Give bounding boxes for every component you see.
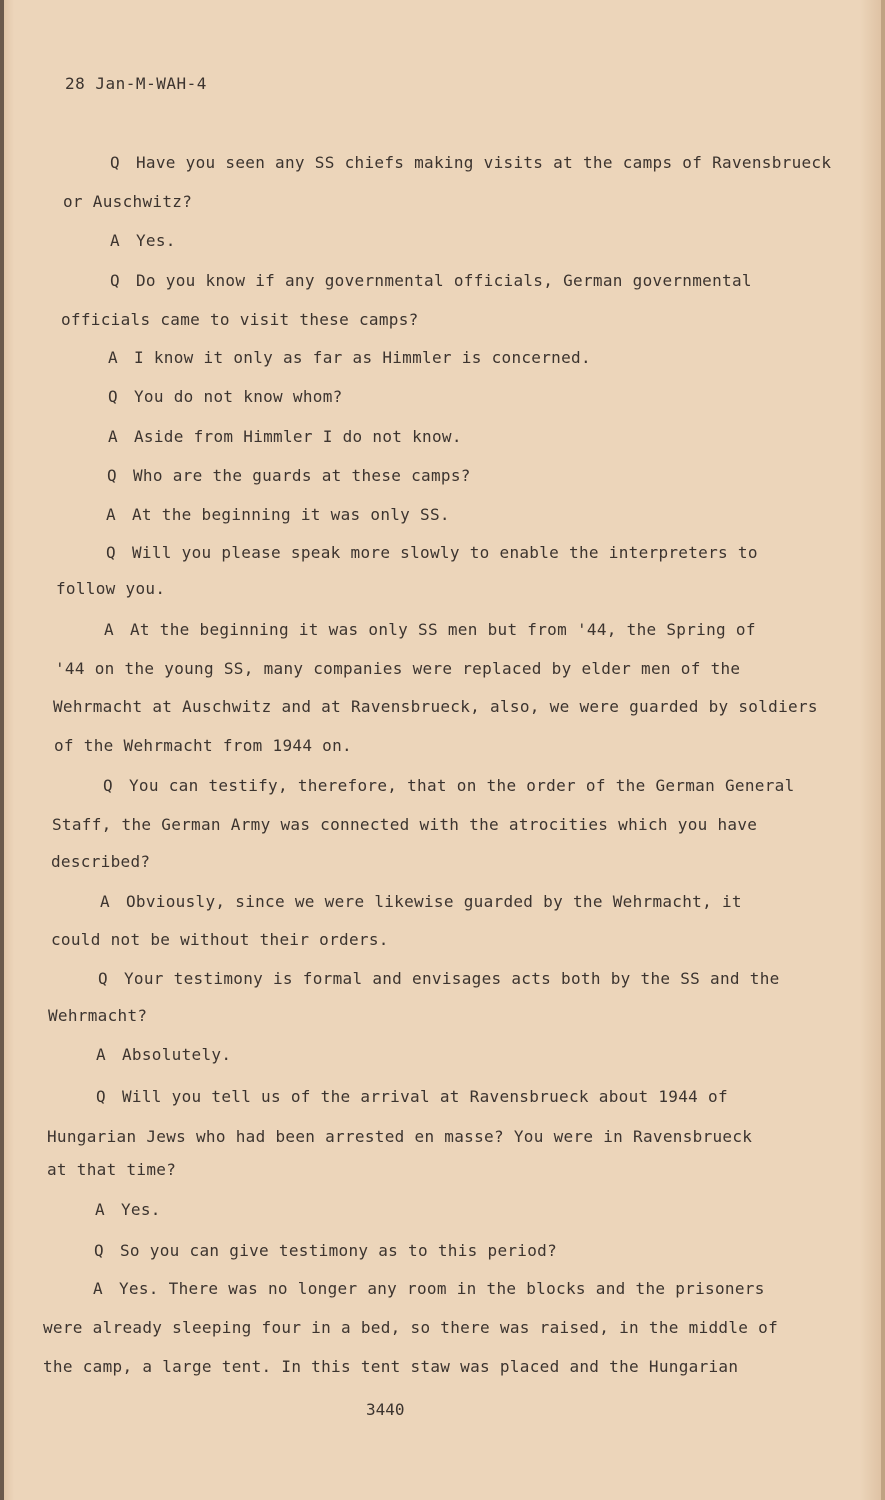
line-text: were already sleeping four in a bed, so there was raised, in the middle of: [43, 1318, 779, 1337]
transcript-line: [108, 387, 343, 406]
line-text: At the beginning it was only SS men but from '44, the Spring of: [130, 620, 756, 639]
transcript-line: [43, 1357, 738, 1376]
transcript-line: [108, 427, 462, 446]
transcript-line: [51, 930, 389, 949]
line-text: Hungarian Jews who had been arrested en masse? You were in Ravensbrueck: [47, 1127, 753, 1146]
transcript-line: [106, 543, 758, 562]
line-text: Will you please speak more slowly to enable the interpreters to: [132, 543, 758, 562]
page-left-edge: [0, 0, 4, 1500]
speaker-label: A: [96, 1045, 106, 1064]
line-text: Who are the guards at these camps?: [133, 466, 471, 485]
line-text: follow you.: [56, 579, 166, 598]
speaker-label: A: [108, 427, 118, 446]
transcript-line: [98, 969, 780, 988]
transcript-line: [110, 271, 752, 290]
transcript-line: [95, 1200, 161, 1219]
speaker-label: Q: [107, 466, 117, 485]
speaker-label: A: [93, 1279, 103, 1298]
transcript-line: [63, 192, 192, 211]
transcript-line: [106, 505, 450, 524]
line-text: Yes.: [136, 231, 176, 250]
page-right-edge: [881, 0, 885, 1500]
speaker-label: Q: [94, 1241, 104, 1260]
transcript-line: [61, 310, 419, 329]
transcript-line: [53, 697, 818, 716]
line-text: Have you seen any SS chiefs making visits at the camps of Ravensbrueck: [136, 153, 832, 172]
transcript-line: [54, 736, 352, 755]
line-text: Obviously, since we were likewise guarded by the Wehrmacht, it: [126, 892, 742, 911]
page-header: 28 Jan-M-WAH-4: [65, 74, 207, 93]
line-text: Yes.: [121, 1200, 161, 1219]
line-text: described?: [51, 852, 151, 871]
line-text: Aside from Himmler I do not know.: [134, 427, 462, 446]
transcript-line: [47, 1127, 752, 1146]
line-text: the camp, a large tent. In this tent staw was placed and the Hungarian: [43, 1357, 739, 1376]
line-text: At the beginning it was only SS.: [132, 505, 450, 524]
line-text: of the Wehrmacht from 1944 on.: [54, 736, 352, 755]
speaker-label: A: [106, 505, 116, 524]
line-text: Absolutely.: [122, 1045, 232, 1064]
transcript-line: [96, 1087, 728, 1106]
line-text: Wehrmacht at Auschwitz and at Ravensbrueck, also, we were guarded by soldiers: [53, 697, 818, 716]
page-number: 3440: [366, 1400, 405, 1419]
line-text: '44 on the young SS, many companies were replaced by elder men of the: [55, 659, 741, 678]
transcript-line: [56, 579, 165, 598]
speaker-label: A: [104, 620, 114, 639]
transcript-line: [52, 815, 757, 834]
line-text: You can testify, therefore, that on the order of the German General: [129, 776, 795, 795]
line-text: officials came to visit these camps?: [61, 310, 419, 329]
transcript-line: [110, 231, 176, 250]
speaker-label: Q: [96, 1087, 106, 1106]
transcript-line: [100, 892, 742, 911]
transcript-line: [43, 1318, 778, 1337]
line-text: could not be without their orders.: [51, 930, 389, 949]
line-text: Staff, the German Army was connected with the atrocities which you have: [52, 815, 758, 834]
line-text: Wehrmacht?: [48, 1006, 148, 1025]
line-text: Yes. There was no longer any room in the blocks and the prisoners: [119, 1279, 765, 1298]
speaker-label: Q: [108, 387, 118, 406]
line-text: I know it only as far as Himmler is concerned.: [134, 348, 591, 367]
transcript-line: [107, 466, 471, 485]
transcript-line: [110, 153, 831, 172]
speaker-label: A: [95, 1200, 105, 1219]
speaker-label: Q: [98, 969, 108, 988]
transcript-line: [108, 348, 591, 367]
speaker-label: A: [108, 348, 118, 367]
line-text: So you can give testimony as to this period?: [120, 1241, 558, 1260]
transcript-line: [47, 1160, 176, 1179]
speaker-label: Q: [103, 776, 113, 795]
transcript-line: [51, 852, 150, 871]
line-text: or Auschwitz?: [63, 192, 193, 211]
transcript-line: [55, 659, 740, 678]
transcript-line: [96, 1045, 231, 1064]
transcript-line: [103, 776, 795, 795]
line-text: You do not know whom?: [134, 387, 343, 406]
transcript-line: [93, 1279, 765, 1298]
transcript-line: [94, 1241, 557, 1260]
speaker-label: Q: [110, 153, 120, 172]
line-text: Will you tell us of the arrival at Ravensbrueck about 1944 of: [122, 1087, 728, 1106]
line-text: Your testimony is formal and envisages acts both by the SS and the: [124, 969, 780, 988]
line-text: at that time?: [47, 1160, 177, 1179]
speaker-label: Q: [110, 271, 120, 290]
speaker-label: A: [110, 231, 120, 250]
speaker-label: Q: [106, 543, 116, 562]
transcript-line: [48, 1006, 147, 1025]
transcript-line: [104, 620, 756, 639]
line-text: Do you know if any governmental officials, German governmental: [136, 271, 752, 290]
speaker-label: A: [100, 892, 110, 911]
